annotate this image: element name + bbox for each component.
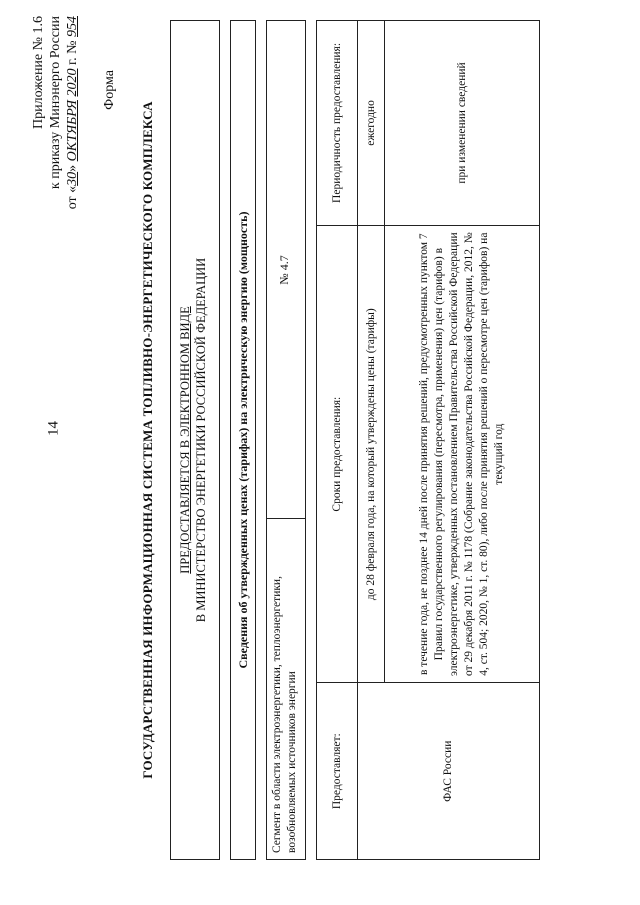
electronic-line-2: В МИНИСТЕРСТВО ЭНЕРГЕТИКИ РОССИЙСКОЙ ФЕДЕРАЦИИ bbox=[194, 257, 208, 623]
appendix-date-mid: » bbox=[65, 164, 80, 172]
table-header-row bbox=[317, 21, 358, 860]
header-deadline: Сроки предоставления: bbox=[317, 225, 358, 682]
table-row bbox=[358, 21, 385, 860]
form-sheet bbox=[30, 10, 620, 870]
appendix-date bbox=[64, 16, 81, 209]
appendix-date-suffix: г. № bbox=[65, 40, 80, 69]
form-label: Форма bbox=[102, 70, 117, 110]
header-period: Периодичность предоставления: bbox=[317, 21, 358, 226]
period-cell-yearly: ежегодно bbox=[358, 21, 385, 226]
appendix-date-month: ОКТЯБРЯ bbox=[65, 100, 80, 162]
appendix-date-year: 2020 bbox=[65, 68, 80, 97]
page-number: 14 bbox=[45, 421, 62, 436]
period-cell-change: при изменении сведений bbox=[385, 21, 540, 226]
deadline-cell-yearly: до 28 февраля года, на который утверждены цены (тарифы) bbox=[358, 225, 385, 682]
appendix-block bbox=[30, 16, 81, 209]
appendix-order: к приказу Минэнерго России bbox=[48, 16, 63, 190]
segment-text: Сегмент в области электроэнергетики, теплоэнергетики, возобновляемых источников энергии bbox=[271, 576, 298, 853]
header-provider: Предоставляет: bbox=[317, 683, 358, 860]
appendix-order-number: 954 bbox=[65, 16, 80, 37]
provider-cell: ФАС России bbox=[358, 683, 540, 860]
electronic-line-1: ПРЕДОСТАВЛЯЕТСЯ В ЭЛЕКТРОННОМ ВИДЕ bbox=[178, 306, 192, 574]
electronic-submission-box bbox=[170, 20, 220, 860]
schedule-table bbox=[316, 20, 540, 860]
deadline-cell-change: в течение года, не позднее 14 дней после принятия решений, предусмотренных пунктом 7 Правил государственного регулирования (пересмотра, применения) цен (тарифов) в электроэнергетике, утвержденных постановлением Правительства Российской Федерации от 29 декабря 2011 г. № 1178 (Собрание законодательства Российской Федерации, 2012, № 4, ст. 504; 2020, № 1, ст. 80), либо после принятия решений о пересмотре цен (тарифов) на текущий год bbox=[385, 225, 540, 682]
info-title-box bbox=[230, 20, 256, 860]
segment-box bbox=[266, 20, 306, 860]
info-title: Сведения об утвержденных ценах (тарифах) на электрическую энергию (мощность) bbox=[236, 211, 250, 669]
form-number: № 4.7 bbox=[277, 255, 291, 285]
appendix-date-prefix: от « bbox=[65, 185, 80, 210]
appendix-title: Приложение № 1.6 bbox=[31, 16, 46, 129]
appendix-date-day: 30 bbox=[65, 171, 80, 186]
main-title: ГОСУДАРСТВЕННАЯ ИНФОРМАЦИОННАЯ СИСТЕМА ТОПЛИВНО-ЭНЕРГЕТИЧЕСКОГО КОМПЛЕКСА bbox=[140, 101, 155, 779]
